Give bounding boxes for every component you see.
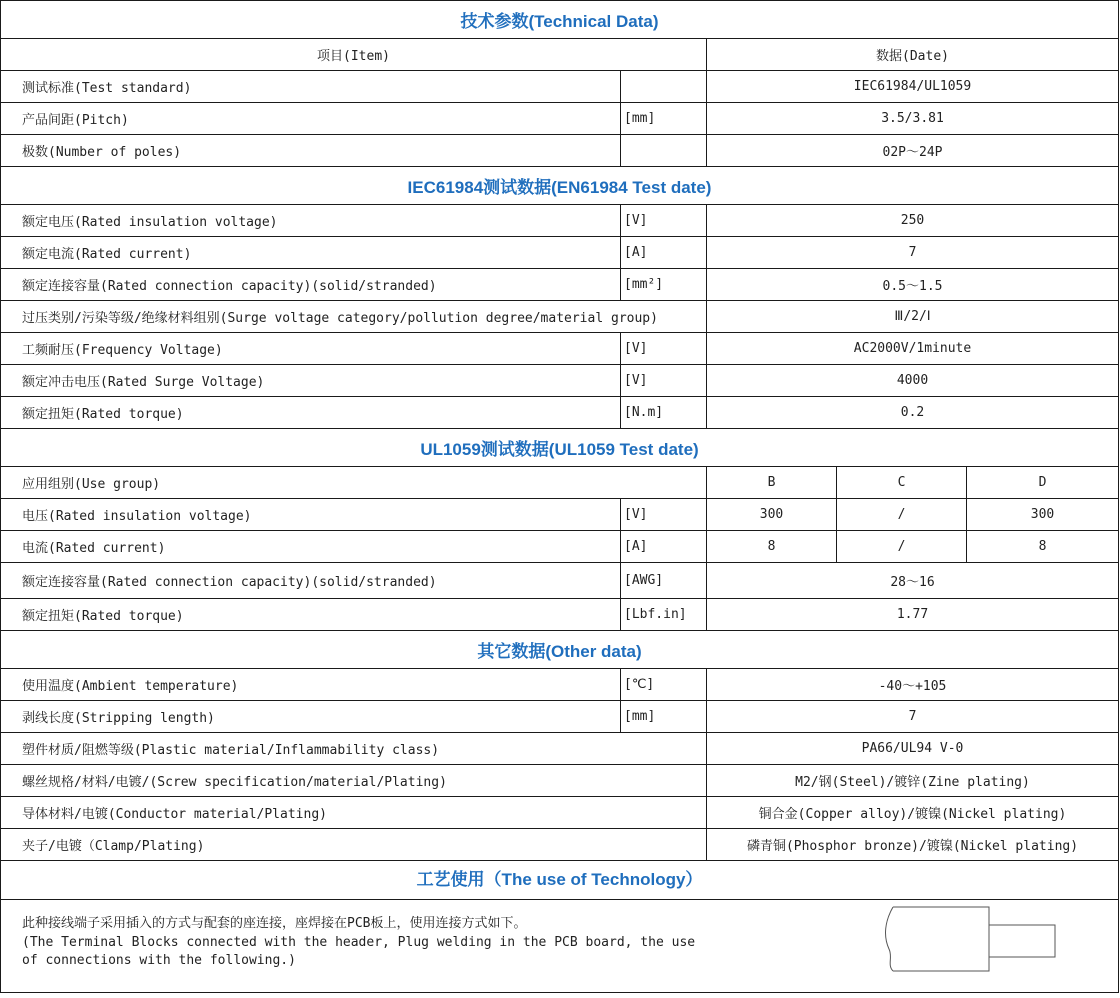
row-unit: [V] [621, 499, 707, 531]
row-item-ul-connection-capacity: 额定连接容量(Rated connection capacity)(solid/stranded) [1, 563, 621, 599]
row-value: 250 [707, 205, 1119, 237]
value-group-d: 300 [967, 499, 1119, 531]
row-value: 02P～24P [707, 135, 1119, 167]
usage-section [1, 861, 1119, 993]
table-row [1, 531, 1119, 563]
row-value: 1.77 [707, 599, 1119, 631]
section-title-other: 其它数据(Other data) [1, 631, 1119, 669]
row-item-surge-voltage: 额定冲击电压(Rated Surge Voltage) [1, 365, 621, 397]
usage-description [22, 915, 722, 971]
row-unit: [Lbf.in] [621, 599, 707, 631]
row-item-screw-spec: 螺丝规格/材料/电镀/(Screw specification/material/Plating) [1, 765, 707, 797]
row-value: 0.5～1.5 [707, 269, 1119, 301]
header-outline [989, 925, 1055, 957]
usage-panel [1, 861, 1118, 992]
table-row [1, 237, 1119, 269]
usage-line-cn: 此种接线端子采用插入的方式与配套的座连接，座焊接在PCB板上，使用连接方式如下。 [22, 916, 527, 931]
row-value: -40～+105 [707, 669, 1119, 701]
section-ul-header [1, 429, 1119, 467]
row-unit [621, 135, 707, 167]
row-item-clamp-plating: 夹子/电镀（Clamp/Plating) [1, 829, 707, 861]
row-item-conductor-material: 导体材料/电镀(Conductor material/Plating) [1, 797, 707, 829]
row-value: 28～16 [707, 563, 1119, 599]
section-title-iec: IEC61984测试数据(EN61984 Test date) [1, 167, 1119, 205]
group-d: D [967, 467, 1119, 499]
value-group-d: 8 [967, 531, 1119, 563]
row-item-stripping-length: 剥线长度(Stripping length) [1, 701, 621, 733]
table-row [1, 365, 1119, 397]
row-item-rated-current: 额定电流(Rated current) [1, 237, 621, 269]
table-row [1, 333, 1119, 365]
usage-line-en-2: of connections with the following.) [22, 953, 296, 968]
row-unit: [V] [621, 333, 707, 365]
group-c: C [837, 467, 967, 499]
table-row [1, 397, 1119, 429]
row-unit: [V] [621, 365, 707, 397]
row-item-rated-voltage: 额定电压(Rated insulation voltage) [1, 205, 621, 237]
row-item-connection-capacity: 额定连接容量(Rated connection capacity)(solid/stranded) [1, 269, 621, 301]
row-unit: [mm] [621, 701, 707, 733]
row-value: IEC61984/UL1059 [707, 71, 1119, 103]
section-title-technical: 技术参数(Technical Data) [1, 1, 1119, 39]
value-group-b: 8 [707, 531, 837, 563]
value-group-b: 300 [707, 499, 837, 531]
section-other-header [1, 631, 1119, 669]
table-row [1, 599, 1119, 631]
row-item-ambient-temperature: 使用温度(Ambient temperature) [1, 669, 621, 701]
row-unit: [A] [621, 531, 707, 563]
table-row [1, 499, 1119, 531]
row-value: 铜合金(Copper alloy)/镀镍(Nickel plating) [707, 797, 1119, 829]
table-row [1, 829, 1119, 861]
row-item-frequency-voltage: 工频耐压(Frequency Voltage) [1, 333, 621, 365]
row-unit: [V] [621, 205, 707, 237]
table-row [1, 205, 1119, 237]
row-value: 7 [707, 237, 1119, 269]
section-title-usage: 工艺使用（The use of Technology） [416, 870, 703, 889]
row-value: 磷青铜(Phosphor bronze)/镀镍(Nickel plating) [707, 829, 1119, 861]
row-item-test-standard: 测试标准(Test standard) [1, 71, 621, 103]
table-row [1, 701, 1119, 733]
row-item-ul-voltage: 电压(Rated insulation voltage) [1, 499, 621, 531]
column-header-item: 项目(Item) [1, 39, 707, 71]
row-item-ul-torque: 额定扭矩(Rated torque) [1, 599, 621, 631]
row-value: PA66/UL94 V-0 [707, 733, 1119, 765]
table-row [1, 71, 1119, 103]
row-item-use-group: 应用组别(Use group) [1, 467, 707, 499]
section-title-ul: UL1059测试数据(UL1059 Test date) [1, 429, 1119, 467]
row-value: AC2000V/1minute [707, 333, 1119, 365]
table-row [1, 135, 1119, 167]
usage-divider [1, 899, 1118, 900]
row-unit: [N.m] [621, 397, 707, 429]
table-row [1, 797, 1119, 829]
row-unit: [mm²] [621, 269, 707, 301]
row-unit: [℃] [621, 669, 707, 701]
row-unit: [AWG] [621, 563, 707, 599]
column-header-data: 数据(Date) [707, 39, 1119, 71]
row-value: 0.2 [707, 397, 1119, 429]
table-row [1, 301, 1119, 333]
plug-outline [893, 907, 989, 971]
row-value: 3.5/3.81 [707, 103, 1119, 135]
row-value: M2/钢(Steel)/镀锌(Zine plating) [707, 765, 1119, 797]
section-technical-header [1, 1, 1119, 39]
row-item-ul-current: 电流(Rated current) [1, 531, 621, 563]
table-row [1, 269, 1119, 301]
usage-line-en-1: (The Terminal Blocks connected with the header, Plug welding in the PCB board, the use [22, 934, 696, 950]
row-item-poles: 极数(Number of poles) [1, 135, 621, 167]
value-group-c: / [837, 499, 967, 531]
row-value: 7 [707, 701, 1119, 733]
row-item-pitch: 产品间距(Pitch) [1, 103, 621, 135]
table-row [1, 563, 1119, 599]
column-header-row [1, 39, 1119, 71]
row-item-surge-category: 过压类别/污染等级/绝缘材料组别(Surge voltage category/pollution degree/material group) [1, 301, 707, 333]
table-row [1, 733, 1119, 765]
group-b: B [707, 467, 837, 499]
row-value: 4000 [707, 365, 1119, 397]
section-iec-header [1, 167, 1119, 205]
plug-break-line [886, 907, 893, 971]
table-row [1, 765, 1119, 797]
row-value: Ⅲ/2/Ⅰ [707, 301, 1119, 333]
row-item-plastic-material: 塑件材质/阻燃等级(Plastic material/Inflammability class) [1, 733, 707, 765]
usage-cell [1, 861, 1119, 993]
value-group-c: / [837, 531, 967, 563]
table-row [1, 467, 1119, 499]
row-item-rated-torque: 额定扭矩(Rated torque) [1, 397, 621, 429]
row-unit: [A] [621, 237, 707, 269]
table-row [1, 669, 1119, 701]
table-row [1, 103, 1119, 135]
connector-diagram [883, 901, 1063, 981]
row-unit [621, 71, 707, 103]
row-unit: [mm] [621, 103, 707, 135]
